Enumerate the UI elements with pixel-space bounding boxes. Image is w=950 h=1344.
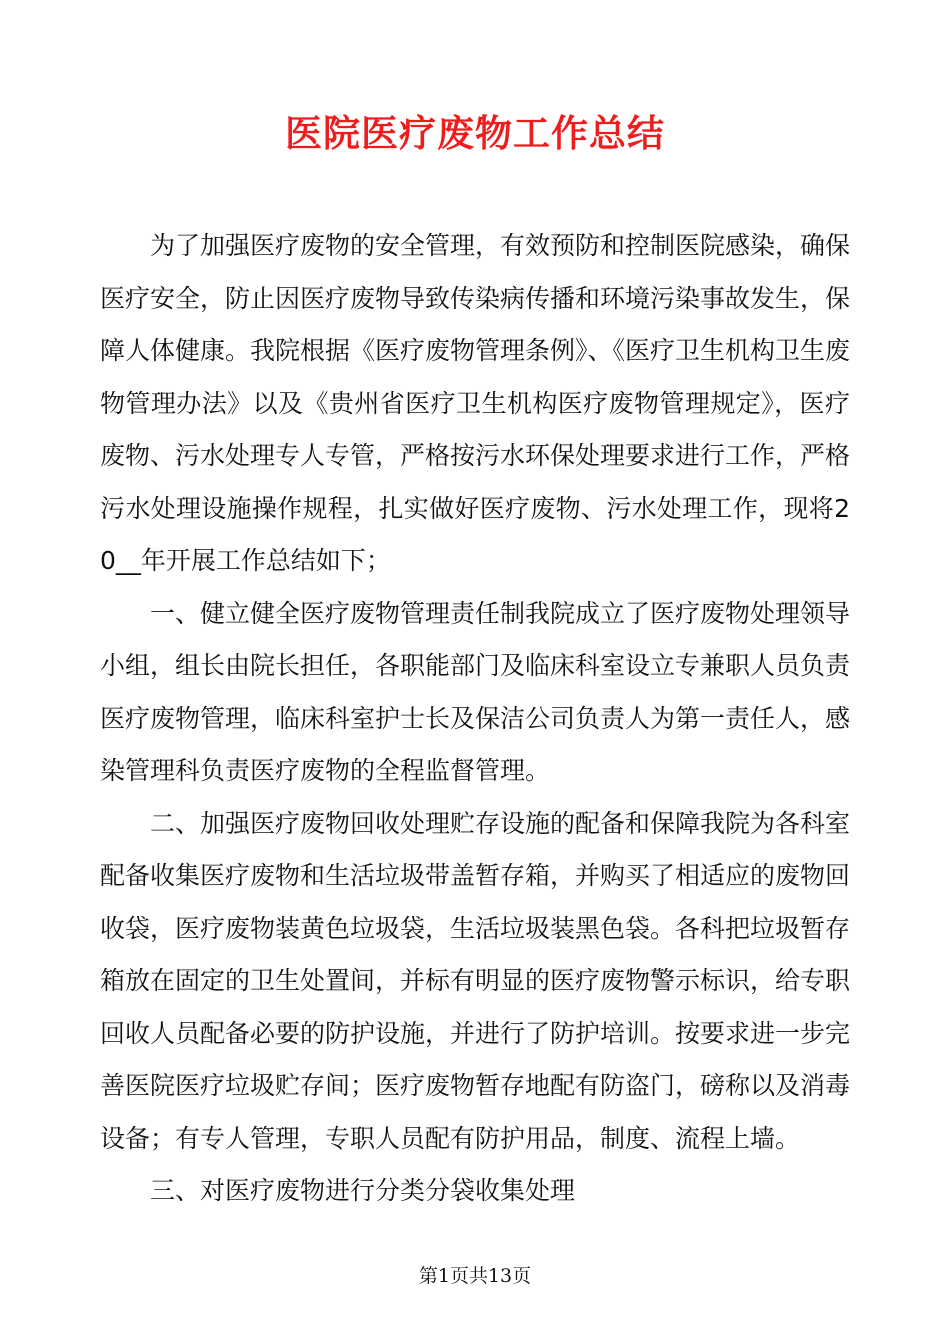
paragraph-section-1: 一、健立健全医疗废物管理责任制我院成立了医疗废物处理领导小组，组长由院长担任，各职能部门及临床科室设立专兼职人员负责医疗废物管理，临床科室护士长及保洁公司负责人为第一责任人，感染管理科负责医疗废物的全程监督管理。 <box>100 598 851 785</box>
paragraph-section-2: 二、加强医疗废物回收处理贮存设施的配备和保障我院为各科室配备收集医疗废物和生活垃圾带盖暂存箱，并购买了相适应的废物回收袋，医疗废物装黄色垃圾袋，生活垃圾装黑色袋。各科把垃圾暂存箱放在固定的卫生处置间，并标有明显的医疗废物警示标识，给专职回收人员配备必要的防护设施，并进行了防护培训。按要求进一步完善医院医疗垃圾贮存间；医疗废物暂存地配有防盗门，磅称以及消毒设备；有专人管理，专职人员配有防护用品，制度、流程上墙。 <box>100 808 851 1153</box>
document-body <box>100 220 850 1218</box>
document-title: 医院医疗废物工作总结 <box>285 112 665 155</box>
paragraph-intro: 为了加强医疗废物的安全管理，有效预防和控制医院感染，确保医疗安全，防止因医疗废物导致传染病传播和环境污染事故发生，保障人体健康。我院根据《医疗废物管理条例》、《医疗卫生机构卫生废物管理办法》以及《贵州省医疗卫生机构医疗废物管理规定》，医疗废物、污水处理专人专管，严格按污水环保处理要求进行工作，严格污水处理设施操作规程，扎实做好医疗废物、污水处理工作，现将20__年开展工作总结如下； <box>100 231 851 575</box>
page-number-footer: 第1页共13页 <box>418 1265 532 1287</box>
paragraph-section-3-heading: 三、对医疗废物进行分类分袋收集处理 <box>150 1176 576 1205</box>
